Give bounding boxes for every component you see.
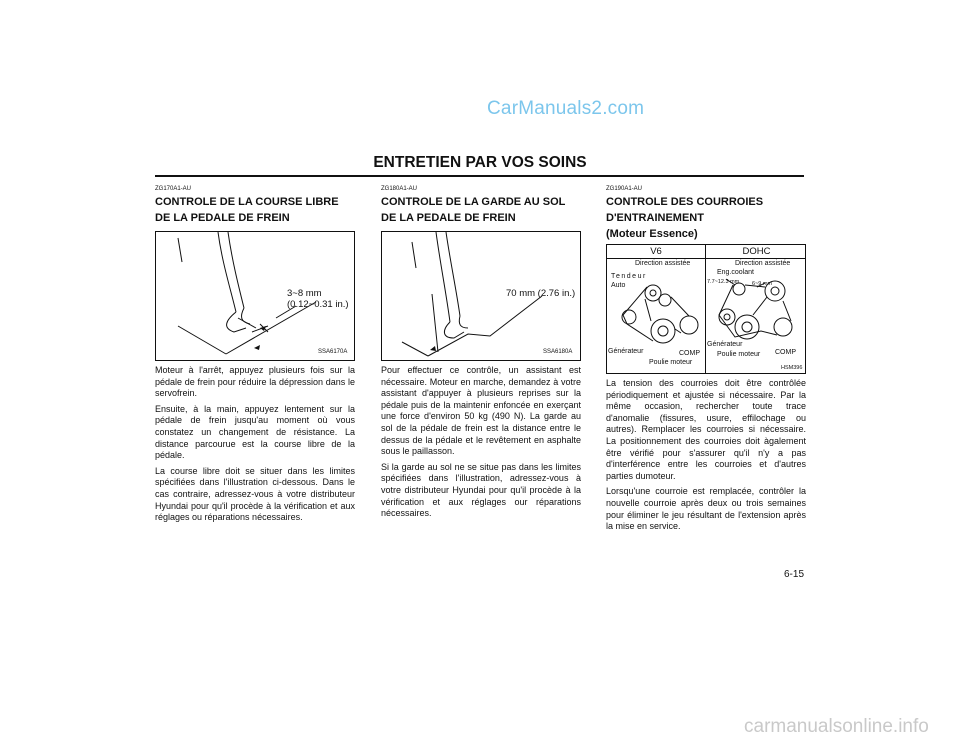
paragraph: La course libre doit se situer dans les limites spécifiées dans l'illustration ci-dessous. Dans le cas contraire, adressez-vous à votre distributeur Hyundai pour qu'il procède à la vérification et aux réglages ou réparations nécessaires. — [155, 465, 355, 523]
brake-pedal-illustration — [156, 232, 355, 360]
section-body — [606, 378, 806, 533]
dohc-generator: Générateur — [707, 341, 743, 348]
section-drive-belts — [606, 186, 806, 537]
section-code: ZG190A1-AU — [606, 186, 643, 192]
free-play-in: (0.12~0.31 in.) — [287, 299, 349, 310]
figure-code: HSM396 — [781, 365, 803, 371]
dohc-comp: COMP — [775, 349, 796, 356]
header-rule — [155, 175, 804, 177]
dohc-header: DOHC — [706, 245, 806, 259]
v6-auto: Auto — [611, 282, 626, 289]
v6-power-steering: Direction assistée — [635, 260, 691, 267]
section-code: ZG180A1-AU — [381, 186, 418, 192]
dohc-crank-pulley: Poulie moteur — [717, 351, 761, 358]
paragraph: La tension des courroies doit être contrôlée périodiquement et ajustée si nécessaire. Par la même occasion, rechercher toute trace d'anomalie (fissures, usure, effilochage ou autres). Remplacer les courroies si nécessaire. La positionnement des courroies doit àgalement être vérifié pour s'assurer qu'il n'y a pas d'interférence entre les courroies et d'autres parties dumoteur. — [606, 378, 806, 481]
page-number: 6-15 — [784, 569, 805, 580]
clearance-label: 70 mm (2.76 in.) — [506, 288, 576, 299]
figure-brake-free-play — [155, 231, 355, 361]
divider — [705, 245, 706, 373]
dohc-dim-1: 7.7~12.3 mm — [707, 279, 740, 285]
section-code: ZG170A1-AU — [155, 186, 192, 192]
section-title: CONTROLE DES COURROIES D'ENTRAINEMENT — [606, 196, 764, 224]
dohc-coolant: Eng.coolant — [717, 269, 754, 276]
section-brake-floor-clearance — [381, 186, 581, 524]
paragraph: Lorsqu'une courroie est remplacée, contrôler la nouvelle courroie après deux ou trois semaines pour éliminer le jeu résultant de l'extension après la mise en service. — [606, 486, 806, 532]
paragraph: Ensuite, à la main, appuyez lentement sur la pédale de frein jusqu'au moment où vous constatez un changement de résistance. La distance parcourue est la course libre de la pédale. — [155, 403, 355, 461]
watermark-top: CarManuals2.com — [487, 98, 645, 119]
section-title: CONTROLE DE LA COURSE LIBRE DE LA PEDALE DE FREIN — [155, 196, 339, 224]
figure-drive-belts — [606, 244, 806, 374]
free-play-mm: 3~8 mm — [287, 288, 322, 299]
paragraph: Moteur à l'arrêt, appuyez plusieurs fois sur la pédale de frein pour réduire la dépression dans le servofrein. — [155, 365, 355, 399]
v6-generator: Générateur — [608, 348, 644, 355]
v6-header: V6 — [607, 245, 706, 259]
figure-brake-clearance — [381, 231, 581, 361]
watermark-bottom: carmanualsonline.info — [744, 716, 929, 737]
figure-code: SSA6180A — [543, 349, 573, 355]
section-title: CONTROLE DE LA GARDE AU SOL DE LA PEDALE DE FREIN — [381, 196, 566, 224]
page-header: ENTRETIEN PAR VOS SOINS — [373, 154, 587, 171]
section-body — [155, 365, 355, 524]
dohc-power-steering: Direction assistée — [735, 260, 791, 267]
v6-tensioner: Tendeur — [611, 273, 647, 280]
v6-comp: COMP — [679, 350, 700, 357]
section-brake-free-play — [155, 186, 355, 528]
dohc-dim-2: 6~9 mm — [752, 281, 773, 287]
paragraph: Pour effectuer ce contrôle, un assistant est nécessaire. Moteur en marche, demandez à votre assistant d'appuyer à plusieurs reprises sur la pédale puis de la maintenir enfoncée en exerçant une force d'environ 50 kg (490 N). La garde au sol de la pédale de frein est la distance entre le dessus de la pédale et le revêtement en asphalte sous le paillasson. — [381, 365, 581, 457]
figure-code: SSA6170A — [318, 349, 348, 355]
section-subtitle: (Moteur Essence) — [606, 228, 698, 240]
v6-crank-pulley: Poulie moteur — [649, 359, 693, 366]
paragraph: Si la garde au sol ne se situe pas dans les limites spécifiées dans l'illustration, adressez-vous à votre distributeur Hyundai pour qu'il procède à la vérification et aux réglages our réparations nécessaires. — [381, 461, 581, 519]
section-body — [381, 365, 581, 520]
